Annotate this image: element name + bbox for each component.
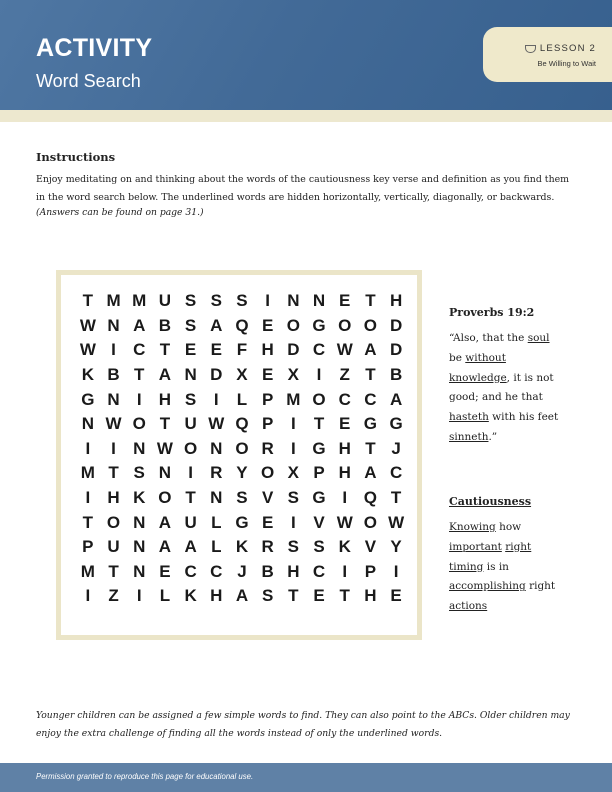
grid-letter: T (134, 365, 145, 385)
definition-text: Knowing how important right timing is in accomplishing right actions (449, 521, 556, 613)
grid-letter: O (312, 389, 326, 409)
grid-letter: W (388, 512, 405, 532)
grid-letter: O (183, 438, 198, 458)
grid-letter: Z (108, 586, 119, 606)
lesson-tab (483, 27, 612, 82)
grid-letter: T (339, 586, 350, 606)
lesson-number: LESSON 2 (539, 43, 596, 54)
grid-letter: U (158, 291, 172, 311)
grid-letter: G (235, 512, 249, 532)
grid-letter: W (79, 340, 96, 360)
grid-letter: Q (235, 414, 249, 434)
grid-letter: G (312, 438, 326, 458)
grid-letter: I (213, 389, 219, 409)
grid-letter: C (210, 561, 223, 581)
word-knowledge: knowledge (449, 371, 507, 384)
lesson-label-row (525, 43, 596, 54)
grid-letter: G (363, 414, 378, 434)
grid-letter: C (389, 463, 403, 483)
grid-letter: H (338, 438, 351, 458)
grid-letter: I (393, 561, 399, 581)
grid-letter: N (133, 561, 146, 581)
grid-letter: H (261, 340, 274, 360)
grid-letter: D (389, 315, 403, 335)
grid-letter: T (185, 488, 196, 508)
grid-letter: O (286, 315, 300, 335)
grid-letter: H (158, 389, 172, 409)
grid-letter: I (290, 512, 296, 532)
grid-letter: Z (339, 365, 350, 385)
grid-letter: I (188, 463, 193, 483)
grid-letter: P (364, 561, 377, 581)
grid-letter: T (390, 488, 402, 508)
grid-letter: I (136, 389, 142, 409)
grid-letter: V (261, 488, 274, 508)
word-sinneth: sinneth (449, 430, 489, 443)
grid-letter: H (338, 463, 351, 483)
grid-letter: C (184, 561, 197, 581)
grid-letter: S (210, 291, 222, 311)
grid-letter: I (85, 438, 91, 458)
lesson-theme: Be Willing to Wait (537, 59, 596, 68)
grid-letter: C (133, 340, 146, 360)
grid-letter: S (236, 488, 248, 508)
grid-letter: H (287, 561, 300, 581)
grid-letter: C (364, 389, 377, 409)
grid-letter: R (261, 438, 274, 458)
grid-letter: K (338, 537, 351, 557)
grid-letter: P (313, 463, 325, 483)
grid-letter: N (210, 438, 223, 458)
grid-letter: I (316, 365, 322, 385)
header-divider (0, 110, 612, 122)
grid-letter: S (184, 291, 197, 311)
grid-letter: W (208, 414, 225, 434)
grid-letter: V (313, 512, 325, 532)
grid-letter: A (235, 586, 249, 606)
grid-letter: B (158, 315, 172, 335)
grid-letter: P (261, 389, 274, 409)
grid-letter: C (312, 561, 326, 581)
grid-letter: U (184, 414, 197, 434)
grid-letter: N (133, 512, 146, 532)
word-knowing: Knowing (449, 521, 496, 533)
grid-letter: I (111, 340, 116, 360)
definition-title: Cautiousness (449, 495, 532, 508)
grid-letter: P (82, 537, 94, 557)
grid-letter: D (210, 365, 223, 385)
grid-letter: L (159, 586, 171, 606)
grid-letter: O (132, 414, 146, 434)
grid-letter: D (389, 340, 403, 360)
grid-letter: S (133, 463, 145, 483)
grid-letter: N (107, 315, 120, 335)
grid-letter: M (80, 561, 95, 581)
grid-letter: E (313, 586, 325, 606)
grid-letter: B (107, 365, 120, 385)
word-important: important (449, 540, 502, 553)
grid-letter: I (342, 561, 348, 581)
grid-letter: Y (390, 537, 402, 557)
grid-letter: X (287, 365, 300, 385)
grid-letter: G (312, 315, 326, 335)
grid-letter: J (237, 561, 247, 581)
grid-letter: N (107, 389, 120, 409)
grid-letter: E (261, 512, 274, 532)
grid-letter: T (108, 463, 119, 483)
bowl-icon (525, 45, 536, 53)
instructions-body: Enjoy meditating on and thinking about the words of the cautiousness key verse and definition as you find them in the word search below. The underlined words are hidden horizontally, vertically, diagonally, or backwards. (36, 174, 570, 203)
grid-letter: R (210, 463, 223, 483)
grid-letter: T (288, 586, 299, 606)
grid-letter: S (184, 315, 197, 335)
word-accomplishing: accomplishing (449, 580, 526, 593)
grid-letter: B (389, 365, 403, 385)
grid-letter: S (313, 537, 325, 557)
grid-letter: D (287, 340, 300, 360)
footer-note: Younger children can be assigned a few simple words to find. They can also point to the ABCs. Older children may enjoy the extra challenge of finding all the words instead of only the underlined words. (36, 710, 570, 739)
grid-letter: I (85, 586, 91, 606)
grid-letter: G (81, 389, 95, 409)
grid-letter: E (339, 414, 351, 434)
grid-letter: Y (236, 463, 248, 483)
grid-letter: U (107, 537, 120, 557)
grid-letter: T (82, 291, 94, 311)
grid-letter: N (158, 463, 172, 483)
grid-letter: H (210, 586, 223, 606)
grid-letter: E (184, 340, 197, 360)
grid-letter: H (107, 488, 120, 508)
grid-letter: I (85, 488, 91, 508)
grid-letter: N (312, 291, 326, 311)
grid-letter: W (156, 438, 173, 458)
grid-letter: W (336, 512, 353, 532)
grid-letter: A (133, 315, 146, 335)
grid-letter: T (365, 291, 376, 311)
grid-letter: X (287, 463, 300, 483)
grid-letter: E (261, 315, 274, 335)
grid-letter: U (184, 512, 197, 532)
grid-letter: L (236, 389, 248, 409)
word-hasteth: hasteth (449, 411, 489, 424)
grid-letter: B (261, 561, 274, 581)
grid-letter: E (210, 340, 222, 360)
grid-letter: K (184, 586, 197, 606)
word-search-grid (75, 289, 409, 609)
grid-letter: Q (363, 488, 378, 508)
grid-letter: O (235, 438, 249, 458)
grid-letter: P (261, 414, 274, 434)
grid-letter: A (364, 340, 377, 360)
verse-reference: Proverbs 19:2 (449, 306, 535, 319)
grid-letter: I (290, 414, 296, 434)
verse-text: “Also, that the soul be without knowledge, it is not good; and he that hasteth with his feet sinneth.” (449, 332, 559, 443)
grid-letter: S (287, 537, 300, 557)
grid-letter: V (364, 537, 377, 557)
word-soul: soul (527, 332, 550, 344)
grid-letter: S (287, 488, 300, 508)
footer-bar (0, 763, 612, 792)
grid-letter: R (261, 537, 274, 557)
grid-letter: N (133, 438, 146, 458)
grid-letter: T (313, 414, 325, 434)
grid-letter: L (211, 537, 222, 557)
grid-letter: N (287, 291, 300, 311)
grid-letter: O (363, 315, 378, 335)
grid-letter: O (338, 315, 352, 335)
grid-letter: F (236, 340, 248, 360)
grid-letter: M (286, 389, 301, 409)
grid-letter: E (261, 365, 274, 385)
grid-letter: N (184, 365, 197, 385)
grid-letter: A (158, 512, 172, 532)
grid-letter: I (290, 438, 296, 458)
grid-letter: M (80, 463, 95, 483)
grid-letter: S (184, 389, 197, 409)
grid-letter: A (158, 365, 172, 385)
grid-letter: M (106, 291, 121, 311)
word-without: without (465, 351, 506, 364)
grid-letter: O (158, 488, 172, 508)
grid-letter: W (336, 340, 353, 360)
grid-letter: A (158, 537, 172, 557)
grid-letter: A (184, 537, 197, 557)
grid-letter: T (159, 340, 171, 360)
grid-letter: S (236, 291, 248, 311)
grid-letter: A (364, 463, 377, 483)
grid-letter: H (389, 291, 403, 311)
grid-letter: T (365, 438, 376, 458)
grid-letter: O (261, 463, 275, 483)
grid-letter: O (363, 512, 378, 532)
grid-letter: I (111, 438, 116, 458)
grid-letter: A (389, 389, 403, 409)
grid-letter: K (235, 537, 249, 557)
grid-letter: A (210, 315, 223, 335)
grid-letter: G (312, 488, 326, 508)
word-actions: actions (449, 600, 488, 613)
word-search-frame (56, 270, 422, 640)
page-subtitle: Word Search (36, 71, 141, 91)
grid-letter: G (389, 414, 403, 434)
grid-letter: M (132, 291, 147, 311)
grid-letter: T (159, 414, 171, 434)
instructions-heading: Instructions (36, 150, 116, 164)
grid-letter: I (136, 586, 142, 606)
grid-letter: E (339, 291, 351, 311)
grid-letter: C (312, 340, 326, 360)
grid-letter: N (81, 414, 94, 434)
grid-letter: O (106, 512, 121, 532)
grid-letter: L (211, 512, 222, 532)
grid-letter: E (390, 586, 402, 606)
grid-letter: Q (235, 315, 249, 335)
grid-letter: N (210, 488, 223, 508)
grid-letter: S (261, 586, 274, 606)
activity-label: ACTIVITY (36, 34, 153, 62)
grid-letter: J (391, 438, 401, 458)
grid-letter: X (236, 365, 248, 385)
grid-letter: T (108, 561, 119, 581)
grid-letter: H (364, 586, 377, 606)
grid-letter: K (133, 488, 146, 508)
word-right: right (505, 540, 532, 553)
grid-letter: I (342, 488, 348, 508)
grid-letter: W (79, 315, 96, 335)
grid-letter: I (265, 291, 271, 311)
permission-notice: Permission granted to reproduce this page for educational use. (36, 772, 254, 781)
answers-note: (Answers can be found on page 31.) (36, 207, 204, 218)
grid-letter: T (82, 512, 94, 532)
grid-letter: N (133, 537, 146, 557)
grid-letter: E (159, 561, 171, 581)
word-timing: timing (449, 560, 484, 573)
grid-letter: C (338, 389, 351, 409)
grid-letter: K (81, 365, 94, 385)
grid-letter: T (365, 365, 376, 385)
grid-letter: W (105, 414, 122, 434)
